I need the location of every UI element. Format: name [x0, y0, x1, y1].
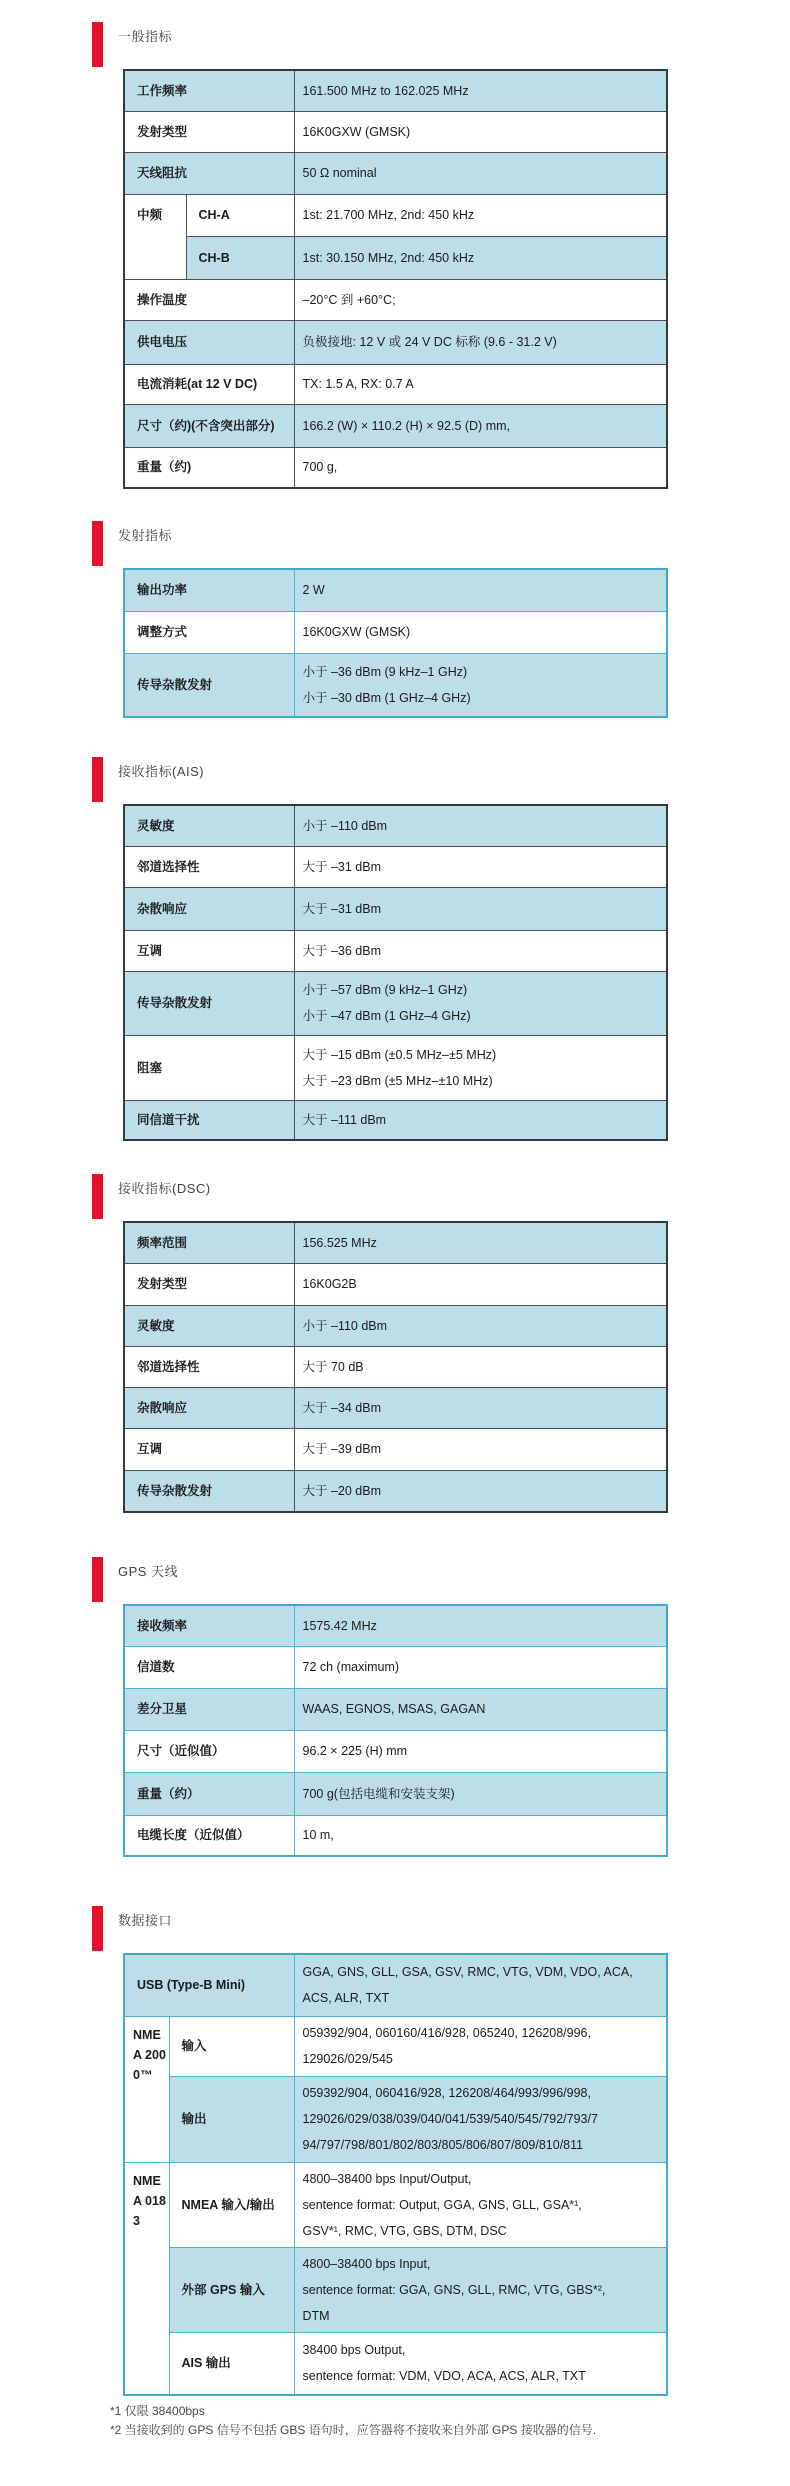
- spec-label-cell: 互调: [124, 1428, 294, 1470]
- spec-value-cell: 大于 –36 dBm: [294, 930, 667, 971]
- spec-value-cell: 161.500 MHz to 162.025 MHz: [294, 70, 667, 111]
- table-row: [124, 1305, 667, 1346]
- spec-value-cell: 700 g,: [294, 447, 667, 488]
- section-header-transmitter: [92, 521, 790, 568]
- spec-value-cell: 16K0GXW (GMSK): [294, 611, 667, 653]
- spec-value-cell: [294, 653, 667, 717]
- spec-value-cell: 16K0GXW (GMSK): [294, 111, 667, 152]
- spec-value-cell: 10 m,: [294, 1815, 667, 1856]
- spec-value-line: 大于 –23 dBm (±5 MHz–±10 MHz): [302, 1073, 493, 1088]
- spec-value-line: sentence format: VDM, VDO, ACA, ACS, ALR, TXT: [302, 2369, 586, 2384]
- spec-value-line: 059392/904, 060160/416/928, 065240, 126208/996,: [302, 2026, 591, 2040]
- table-row: [124, 70, 667, 111]
- spec-label-cell: 同信道干扰: [124, 1100, 294, 1140]
- spec-value-cell: WAAS, EGNOS, MSAS, GAGAN: [294, 1688, 667, 1730]
- table-row: [124, 2247, 667, 2332]
- spec-label-cell: 电缆长度（近似值）: [124, 1815, 294, 1856]
- spec-value-cell: 16K0G2B: [294, 1263, 667, 1305]
- spec-label-cell: 输出: [169, 2076, 294, 2162]
- spec-value-line: 94/797/798/801/802/803/805/806/807/809/810/811: [302, 2138, 584, 2152]
- spec-label-cell: 供电电压: [124, 320, 294, 364]
- spec-value-line: 小于 –30 dBm (1 GHz–4 GHz): [302, 690, 471, 705]
- spec-value-line: 129026/029/545: [302, 2052, 393, 2066]
- section-title-receiver-dsc: 接收指标(DSC): [118, 1181, 211, 1196]
- table-row: [124, 1605, 667, 1646]
- spec-label-cell: 接收频率: [124, 1605, 294, 1646]
- spec-value-cell: 大于 –31 dBm: [294, 846, 667, 887]
- spec-value-line: GGA, GNS, GLL, GSA, GSV, RMC, VTG, VDM, VDO, ACA,: [302, 1965, 633, 1980]
- spec-label-cell: 调整方式: [124, 611, 294, 653]
- section-accent-bar: [92, 22, 103, 67]
- spec-label-cell: 工作频率: [124, 70, 294, 111]
- spec-table-general: [123, 69, 668, 489]
- table-row: [124, 152, 667, 194]
- footnotes: [110, 2402, 790, 2440]
- spec-label-cell: 发射类型: [124, 1263, 294, 1305]
- spec-label-cell: 邻道选择性: [124, 1346, 294, 1387]
- spec-value-line: 4800–38400 bps Input/Output,: [302, 2171, 472, 2186]
- spec-label-cell: 操作温度: [124, 279, 294, 320]
- spec-label-cell: 阻塞: [124, 1035, 294, 1100]
- spec-value-cell: 大于 –34 dBm: [294, 1387, 667, 1428]
- spec-label-cell: 电流消耗(at 12 V DC): [124, 364, 294, 404]
- spec-value-line: 小于 –47 dBm (1 GHz–4 GHz): [302, 1009, 471, 1023]
- spec-value-cell: 156.525 MHz: [294, 1222, 667, 1263]
- table-row: [124, 611, 667, 653]
- section-header-general: [92, 22, 790, 69]
- spec-label-cell: USB (Type-B Mini): [124, 1954, 294, 2016]
- table-row: [124, 1954, 667, 2016]
- spec-value-cell: 1st: 21.700 MHz, 2nd: 450 kHz: [294, 194, 667, 236]
- table-row: [124, 887, 667, 930]
- spec-value-cell: 大于 –31 dBm: [294, 887, 667, 930]
- table-row: [124, 279, 667, 320]
- spec-value-cell: 96.2 × 225 (H) mm: [294, 1730, 667, 1772]
- spec-label-cell: 传导杂散发射: [124, 971, 294, 1035]
- table-row: [124, 1428, 667, 1470]
- spec-label-cell: 重量（约): [124, 447, 294, 488]
- section-header-receiver-ais: [92, 757, 790, 804]
- spec-label-cell: NMEA 2000™: [124, 2016, 169, 2162]
- table-row: [124, 1035, 667, 1100]
- spec-value-cell: 166.2 (W) × 110.2 (H) × 92.5 (D) mm,: [294, 404, 667, 447]
- spec-value-line: 059392/904, 060416/928, 126208/464/993/996/998,: [302, 2086, 591, 2100]
- table-row: [124, 971, 667, 1035]
- specs-page: [0, 22, 790, 2486]
- section-header-receiver-dsc: [92, 1174, 790, 1221]
- spec-value-cell: 1575.42 MHz: [294, 1605, 667, 1646]
- spec-value-line: sentence format: GGA, GNS, GLL, RMC, VTG, GBS*²,: [302, 2282, 606, 2297]
- spec-label-cell: 邻道选择性: [124, 846, 294, 887]
- spec-value-cell: 大于 –39 dBm: [294, 1428, 667, 1470]
- spec-label-cell: 尺寸（约)(不含突出部分): [124, 404, 294, 447]
- spec-label-cell: 灵敏度: [124, 805, 294, 846]
- spec-label-cell: 中频: [124, 194, 186, 279]
- spec-label-cell: 信道数: [124, 1646, 294, 1688]
- table-row: [124, 2076, 667, 2162]
- spec-value-cell: 小于 –110 dBm: [294, 1305, 667, 1346]
- spec-value-cell: [294, 2247, 667, 2332]
- table-row: [124, 1730, 667, 1772]
- section-title-receiver-ais: 接收指标(AIS): [118, 764, 205, 779]
- spec-label-cell: 天线阻抗: [124, 152, 294, 194]
- footnote-2: *2 当接收到的 GPS 信号不包括 GBS 语句时，应答器将不接收来自外部 GPS 接收器的信号.: [110, 2423, 597, 2437]
- spec-label-cell: CH-B: [186, 236, 294, 279]
- footnote-1: *1 仅限 38400bps: [110, 2404, 205, 2418]
- spec-table-receiver-ais: [123, 804, 668, 1141]
- table-row: [124, 1772, 667, 1815]
- table-row: [124, 2332, 667, 2395]
- spec-value-cell: [294, 2076, 667, 2162]
- table-row: [124, 930, 667, 971]
- spec-label-cell: 传导杂散发射: [124, 653, 294, 717]
- table-row: [124, 1100, 667, 1140]
- spec-value-cell: [294, 2162, 667, 2247]
- spec-value-cell: 大于 –111 dBm: [294, 1100, 667, 1140]
- spec-label-cell: 发射类型: [124, 111, 294, 152]
- table-row: [124, 447, 667, 488]
- spec-value-cell: 72 ch (maximum): [294, 1646, 667, 1688]
- spec-value-cell: TX: 1.5 A, RX: 0.7 A: [294, 364, 667, 404]
- spec-label-cell: NMEA 0183: [124, 2162, 169, 2395]
- spec-value-cell: 50 Ω nominal: [294, 152, 667, 194]
- spec-table-data-interface: [123, 1953, 668, 2396]
- spec-label-cell: 传导杂散发射: [124, 1470, 294, 1512]
- spec-label-cell: 外部 GPS 输入: [169, 2247, 294, 2332]
- spec-label-cell: AIS 输出: [169, 2332, 294, 2395]
- spec-label-cell: 灵敏度: [124, 1305, 294, 1346]
- spec-value-cell: 700 g(包括电缆和安装支架): [294, 1772, 667, 1815]
- spec-value-cell: –20°C 到 +60°C;: [294, 279, 667, 320]
- spec-value-cell: 1st: 30.150 MHz, 2nd: 450 kHz: [294, 236, 667, 279]
- spec-label-cell: 输出功率: [124, 569, 294, 611]
- section-accent-bar: [92, 1906, 103, 1951]
- spec-sections-container: [0, 22, 790, 2396]
- table-row: [124, 1387, 667, 1428]
- spec-label-cell: 重量（约）: [124, 1772, 294, 1815]
- spec-value-line: DTM: [302, 2308, 330, 2323]
- table-row: [124, 1222, 667, 1263]
- table-row: [124, 364, 667, 404]
- table-row: [124, 1688, 667, 1730]
- spec-value-line: 4800–38400 bps Input,: [302, 2256, 431, 2271]
- spec-label-cell: 杂散响应: [124, 1387, 294, 1428]
- section-title-gps-antenna: GPS 天线: [118, 1564, 179, 1579]
- spec-value-line: ACS, ALR, TXT: [302, 1991, 390, 2006]
- section-title-data-interface: 数据接口: [118, 1913, 173, 1928]
- spec-value-cell: 2 W: [294, 569, 667, 611]
- table-row: [124, 320, 667, 364]
- spec-label-cell: 互调: [124, 930, 294, 971]
- spec-value-line: 小于 –57 dBm (9 kHz–1 GHz): [302, 983, 468, 997]
- spec-value-cell: [294, 971, 667, 1035]
- spec-label-cell: 差分卫星: [124, 1688, 294, 1730]
- table-row: [124, 1646, 667, 1688]
- table-row: [124, 569, 667, 611]
- spec-table-transmitter: [123, 568, 668, 718]
- spec-value-cell: 负极接地: 12 V 或 24 V DC 标称 (9.6 - 31.2 V): [294, 320, 667, 364]
- spec-value-line: GSV*¹, RMC, VTG, GBS, DTM, DSC: [302, 2223, 507, 2238]
- spec-label-cell: 输入: [169, 2016, 294, 2076]
- spec-value-line: 大于 –15 dBm (±0.5 MHz–±5 MHz): [302, 1047, 497, 1062]
- spec-value-cell: [294, 2332, 667, 2395]
- spec-value-cell: [294, 1954, 667, 2016]
- section-header-data-interface: [92, 1906, 790, 1953]
- spec-label-cell: NMEA 输入/输出: [169, 2162, 294, 2247]
- table-row: [124, 1263, 667, 1305]
- spec-value-line: 小于 –36 dBm (9 kHz–1 GHz): [302, 664, 468, 679]
- table-row: [124, 846, 667, 887]
- section-accent-bar: [92, 1174, 103, 1219]
- table-row: [124, 653, 667, 717]
- spec-label-cell: CH-A: [186, 194, 294, 236]
- table-row: [124, 2162, 667, 2247]
- spec-value-cell: 大于 70 dB: [294, 1346, 667, 1387]
- table-row: [124, 1470, 667, 1512]
- table-row: [124, 2016, 667, 2076]
- spec-value-line: sentence format: Output, GGA, GNS, GLL, GSA*¹,: [302, 2197, 582, 2212]
- section-accent-bar: [92, 1557, 103, 1602]
- table-row: [124, 111, 667, 152]
- section-title-general: 一般指标: [118, 29, 173, 44]
- spec-label-cell: 频率范围: [124, 1222, 294, 1263]
- spec-value-line: 38400 bps Output,: [302, 2343, 406, 2358]
- spec-value-cell: [294, 1035, 667, 1100]
- table-row: [124, 236, 667, 279]
- spec-label-cell: 杂散响应: [124, 887, 294, 930]
- spec-value-line: 129026/029/038/039/040/041/539/540/545/792/793/7: [302, 2112, 598, 2126]
- section-title-transmitter: 发射指标: [118, 528, 173, 543]
- spec-table-gps-antenna: [123, 1604, 668, 1857]
- table-row: [124, 404, 667, 447]
- section-header-gps-antenna: [92, 1557, 790, 1604]
- section-accent-bar: [92, 521, 103, 566]
- table-row: [124, 1815, 667, 1856]
- spec-value-cell: 小于 –110 dBm: [294, 805, 667, 846]
- spec-label-cell: 尺寸（近似值）: [124, 1730, 294, 1772]
- section-accent-bar: [92, 757, 103, 802]
- spec-value-cell: 大于 –20 dBm: [294, 1470, 667, 1512]
- table-row: [124, 194, 667, 236]
- table-row: [124, 1346, 667, 1387]
- spec-table-receiver-dsc: [123, 1221, 668, 1513]
- table-row: [124, 805, 667, 846]
- spec-value-cell: [294, 2016, 667, 2076]
